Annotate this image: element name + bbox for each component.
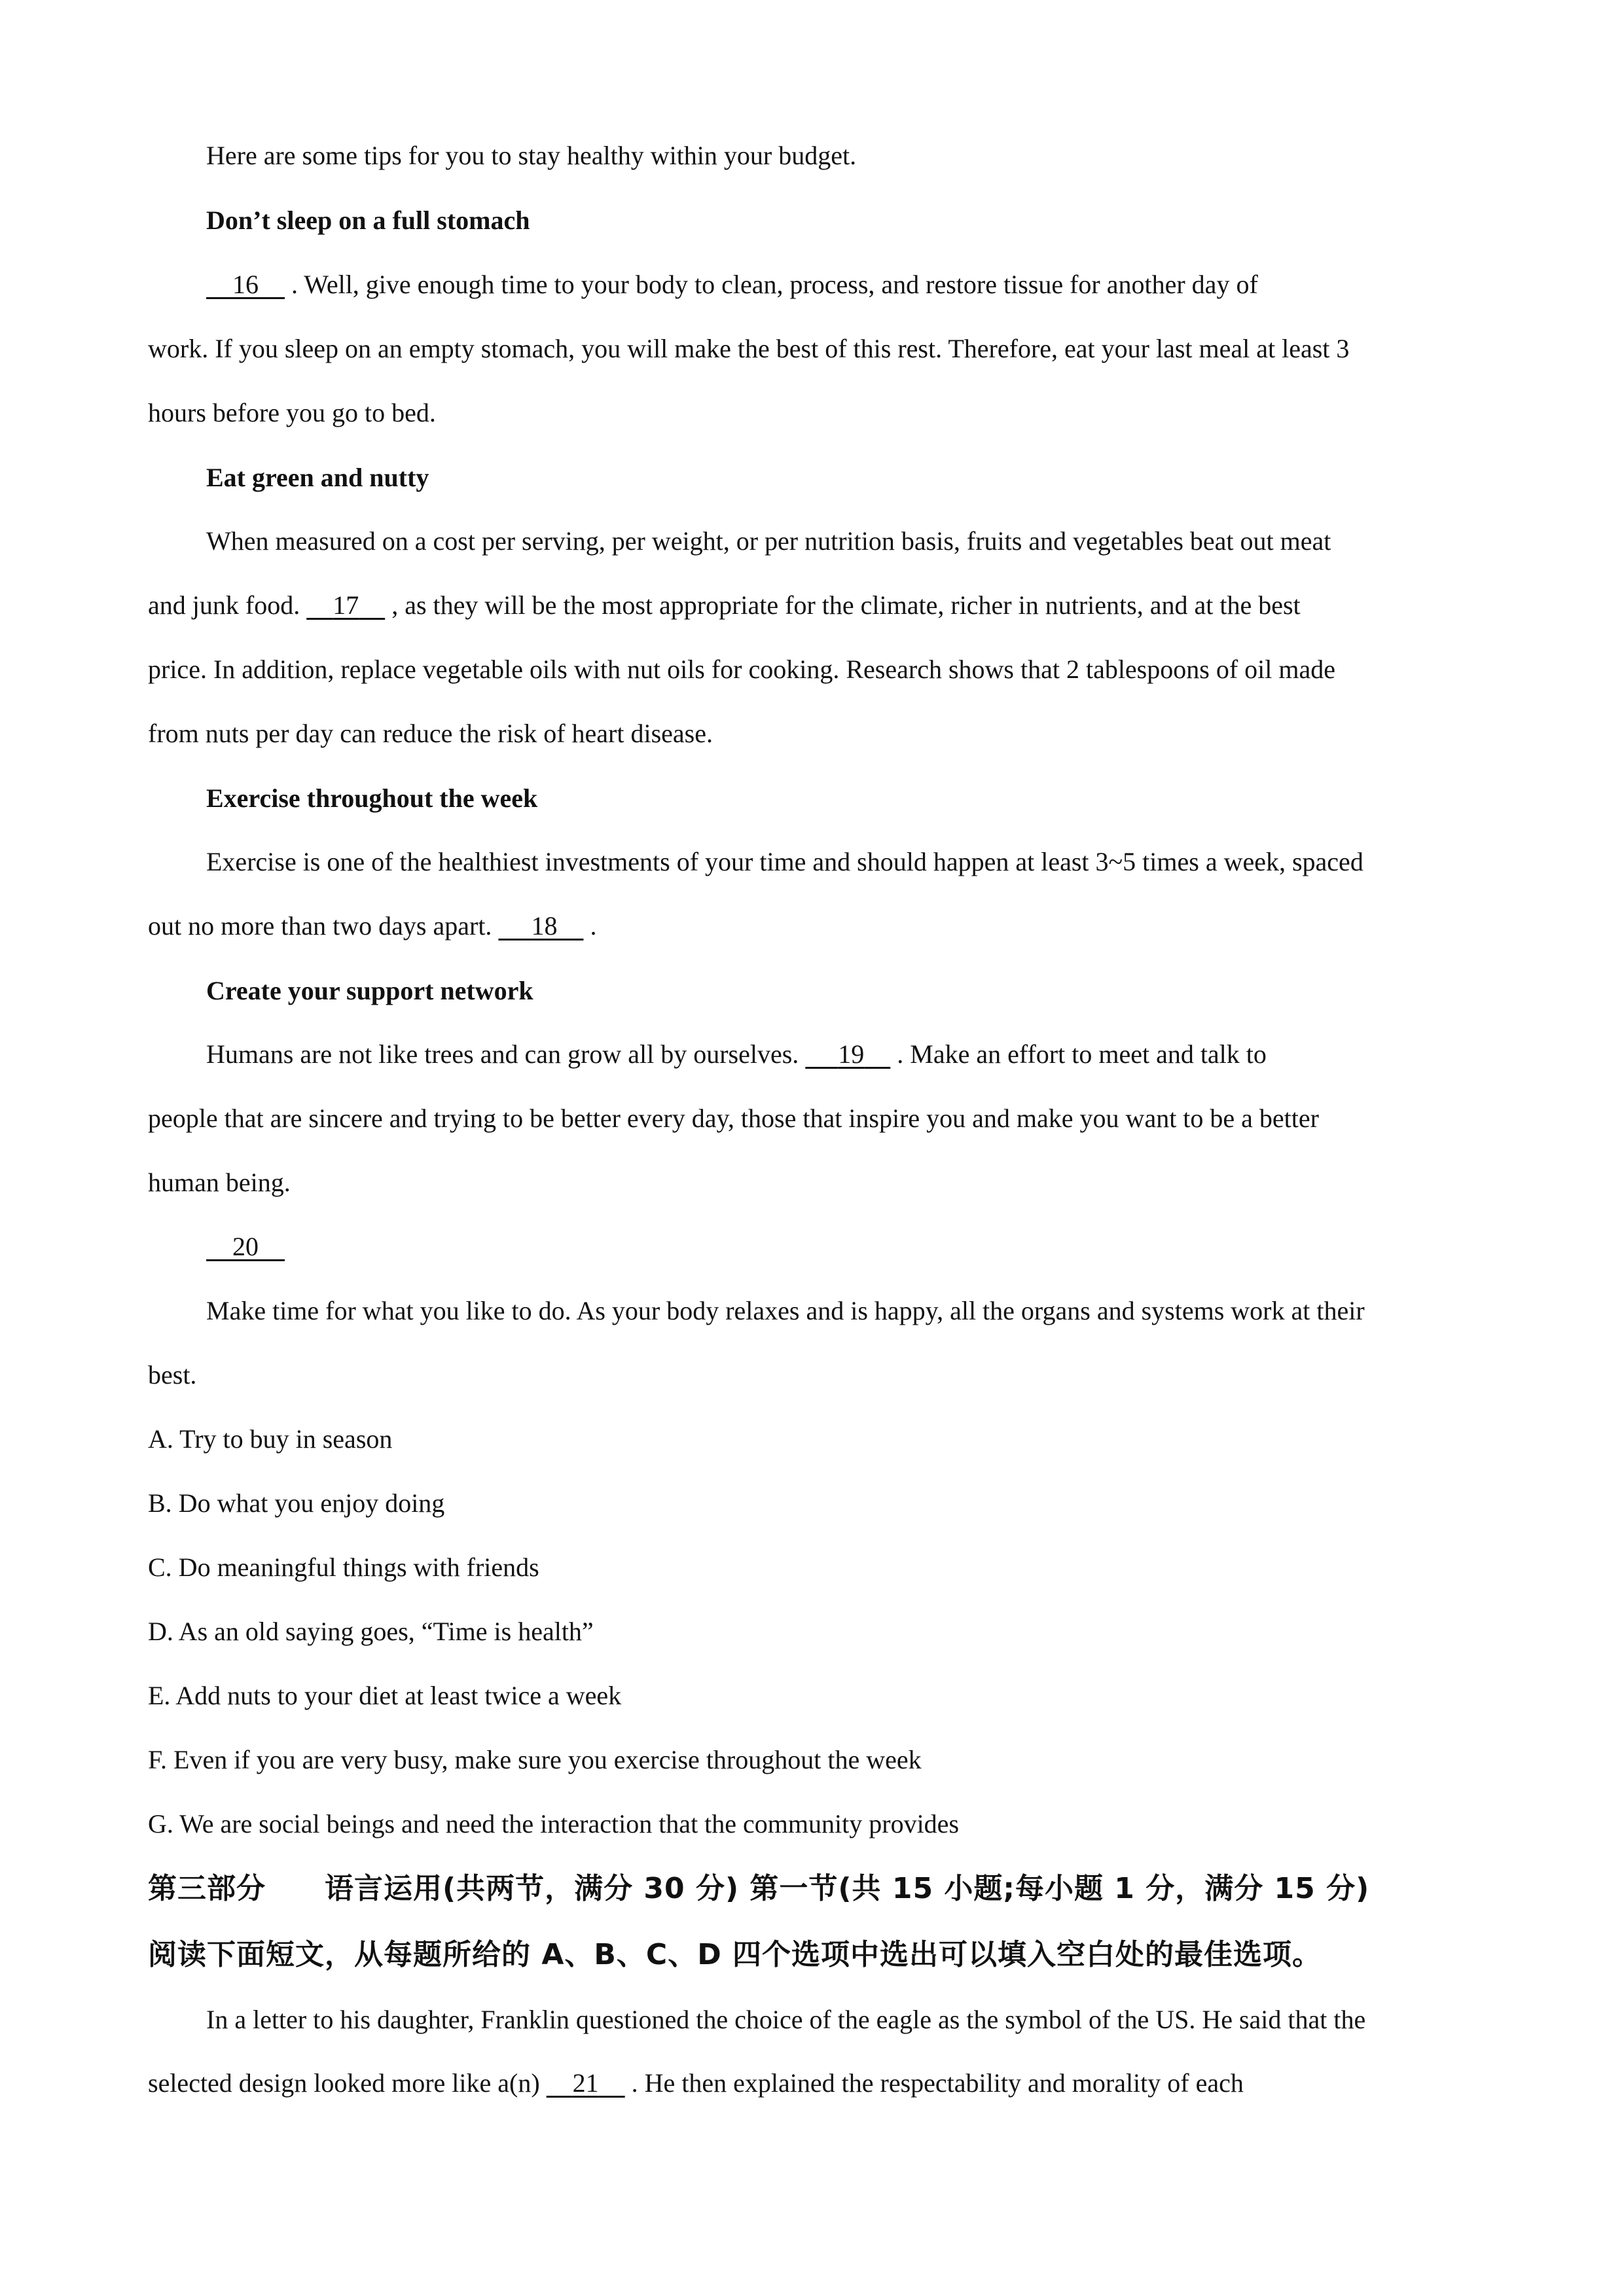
option-g: G. We are social beings and need the interaction that the community provides bbox=[148, 1809, 960, 1839]
paragraph-line: from nuts per day can reduce the risk of heart disease. bbox=[148, 719, 713, 748]
paragraph-line: When measured on a cost per serving, per weight, or per nutrition basis, fruits and vegetables beat out meat bbox=[206, 526, 1331, 556]
option-d: D. As an old saying goes, “Time is health” bbox=[148, 1617, 594, 1646]
blank-17[interactable]: 17 bbox=[333, 590, 359, 620]
blank-21[interactable]: 21 bbox=[572, 2068, 599, 2098]
option-f: F. Even if you are very busy, make sure you exercise throughout the week bbox=[148, 1745, 922, 1774]
paragraph-line: Exercise is one of the healthiest investments of your time and should happen at least 3~5 times a week, spaced bbox=[206, 847, 1363, 876]
option-e: E. Add nuts to your diet at least twice a week bbox=[148, 1681, 622, 1710]
blank-20[interactable]: 20 bbox=[232, 1232, 259, 1261]
section-heading-support: Create your support network bbox=[206, 976, 533, 1005]
passage-line: selected design looked more like a(n) 21 . He then explained the respectability and morality of each bbox=[148, 2068, 1244, 2098]
option-c: C. Do meaningful things with friends bbox=[148, 1552, 539, 1582]
paragraph-line: best. bbox=[148, 1360, 197, 1390]
blank-19[interactable]: 19 bbox=[838, 1039, 865, 1069]
paragraph-line: work. If you sleep on an empty stomach, you will make the best of this rest. Therefore, eat your last meal at least 3 bbox=[148, 334, 1350, 363]
option-b: B. Do what you enjoy doing bbox=[148, 1488, 445, 1518]
passage-line: In a letter to his daughter, Franklin questioned the choice of the eagle as the symbol of the US. He said that the bbox=[206, 2005, 1366, 2034]
part3-heading: 第三部分 语言运用(共两节，满分 30 分) 第一节(共 15 小题;每小题 1 分，满分 15 分) bbox=[148, 1872, 1370, 1905]
section-heading-sleep: Don’t sleep on a full stomach bbox=[206, 206, 530, 235]
part3-instruction: 阅读下面短文，从每题所给的 A、B、C、D 四个选项中选出可以填入空白处的最佳选项。 bbox=[148, 1938, 1322, 1971]
section-heading-exercise: Exercise throughout the week bbox=[206, 783, 538, 813]
paragraph-line: price. In addition, replace vegetable oils with nut oils for cooking. Research shows that 2 tablespoons of oil made bbox=[148, 655, 1335, 684]
paragraph-line: hours before you go to bed. bbox=[148, 398, 436, 427]
section-heading-green: Eat green and nutty bbox=[206, 463, 429, 492]
paragraph-line: 16 . Well, give enough time to your body to clean, process, and restore tissue for another day of bbox=[206, 266, 1258, 303]
paragraph-line: out no more than two days apart. 18 . bbox=[148, 911, 597, 941]
paragraph-line: human being. bbox=[148, 1168, 291, 1197]
paragraph-line: people that are sincere and trying to be better every day, those that inspire you and make you want to be a better bbox=[148, 1103, 1319, 1133]
blank-16[interactable]: 16 bbox=[232, 270, 259, 299]
section-heading-blank-20 bbox=[206, 1229, 285, 1265]
option-a: A. Try to buy in season bbox=[148, 1424, 393, 1454]
paragraph-line: Make time for what you like to do. As your body relaxes and is happy, all the organs and systems work at their bbox=[206, 1296, 1365, 1325]
paragraph-line: and junk food. 17 , as they will be the most appropriate for the climate, richer in nutrients, and at the best bbox=[148, 590, 1301, 620]
paragraph-line: Humans are not like trees and can grow all by ourselves. 19 . Make an effort to meet and talk to bbox=[206, 1039, 1267, 1069]
blank-18[interactable]: 18 bbox=[531, 911, 558, 941]
intro-text: Here are some tips for you to stay healthy within your budget. bbox=[206, 141, 857, 170]
